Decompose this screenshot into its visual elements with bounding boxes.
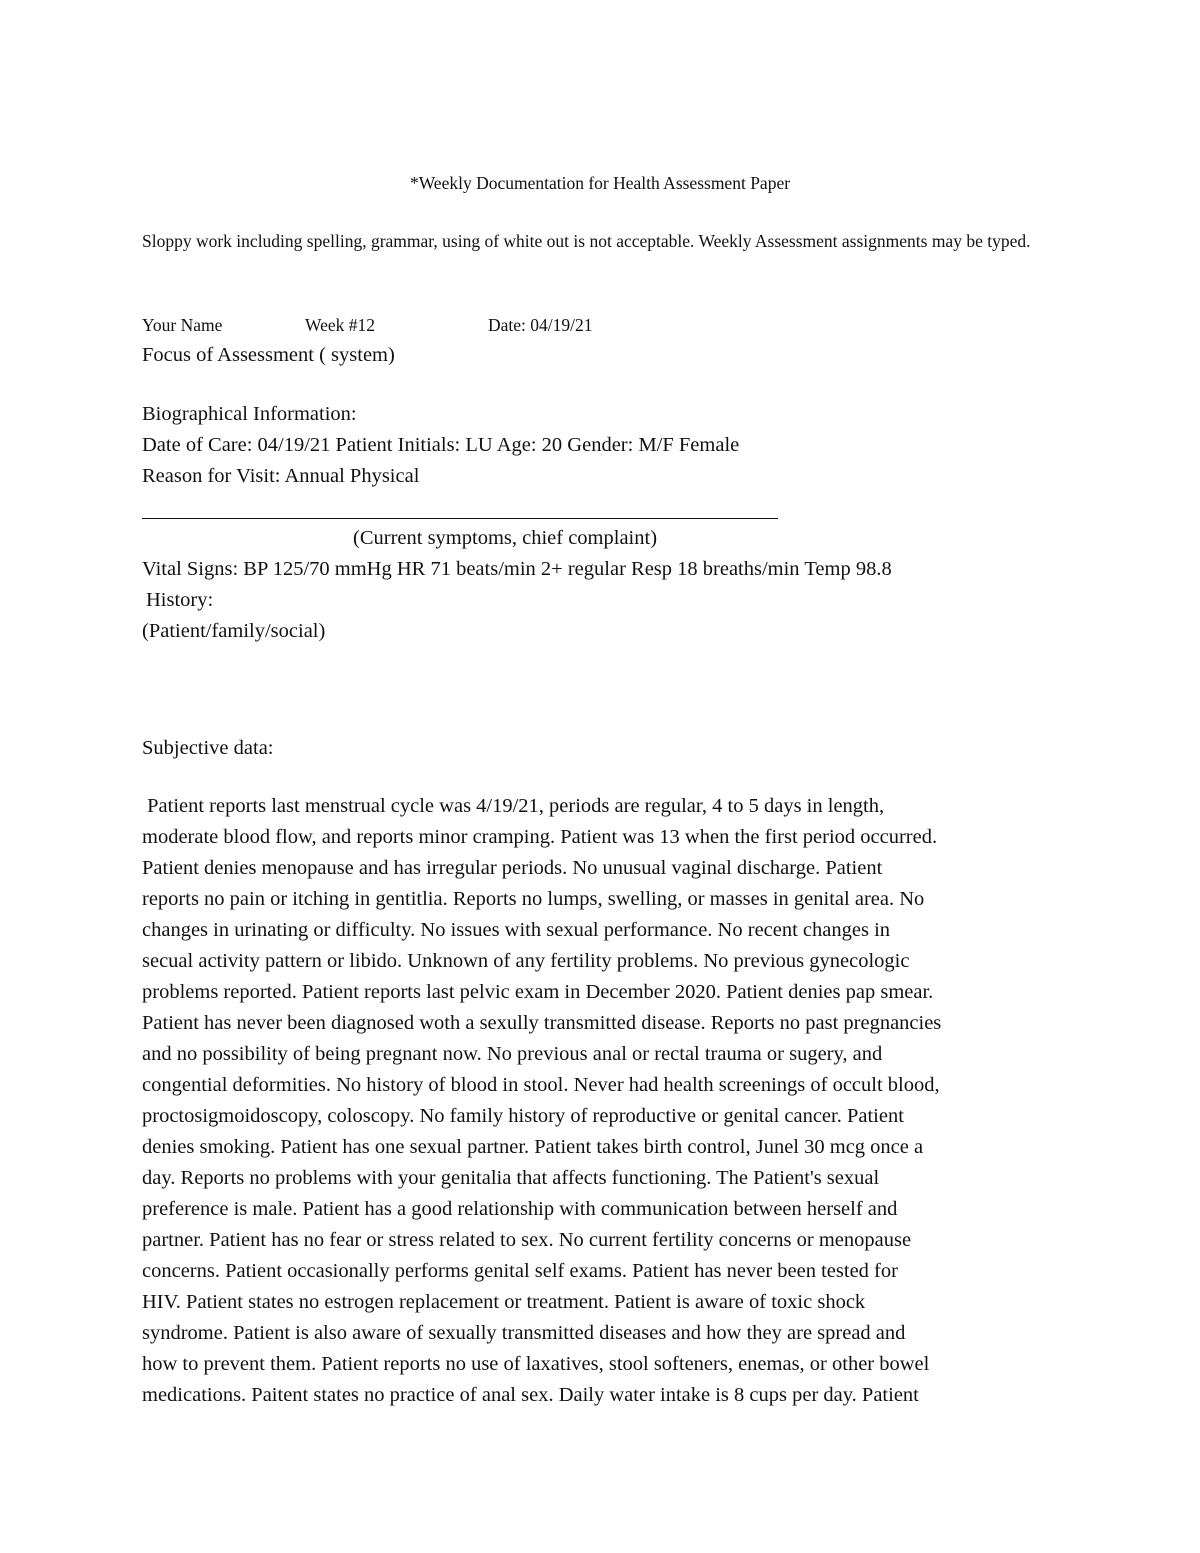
subjective-line: day. Reports no problems with your genitalia that affects functioning. The Patient's sexual — [142, 1167, 880, 1189]
focus-of-assessment: Focus of Assessment ( system) — [142, 344, 395, 366]
symptoms-caption: (Current symptoms, chief complaint) — [353, 527, 658, 549]
subjective-data-heading: Subjective data: — [142, 737, 274, 759]
date-label: Date: 04/19/21 — [488, 315, 593, 335]
subjective-line: concerns. Patient occasionally performs genital self exams. Patient has never been tested for — [142, 1260, 898, 1282]
subjective-line: Patient reports last menstrual cycle was 4/19/21, periods are regular, 4 to 5 days in length, — [142, 795, 885, 817]
subjective-line: proctosigmoidoscopy, coloscopy. No family history of reproductive or genital cancer. Patient — [142, 1105, 904, 1127]
subjective-line: HIV. Patient states no estrogen replacement or treatment. Patient is aware of toxic shock — [142, 1291, 866, 1313]
subjective-line: denies smoking. Patient has one sexual partner. Patient takes birth control, Junel 30 mcg once a — [142, 1136, 924, 1158]
reason-for-visit-line: Reason for Visit: Annual Physical — [142, 465, 420, 487]
subjective-line: changes in urinating or difficulty. No issues with sexual performance. No recent changes in — [142, 919, 891, 941]
subjective-data-body — [142, 791, 1077, 1411]
history-heading: History: — [146, 589, 214, 611]
subjective-line: how to prevent them. Patient reports no use of laxatives, stool softeners, enemas, or other bowel — [142, 1353, 930, 1375]
subjective-line: medications. Paitent states no practice of anal sex. Daily water intake is 8 cups per day. Patient — [142, 1384, 919, 1406]
subjective-line: partner. Patient has no fear or stress related to sex. No current fertility concerns or menopause — [142, 1229, 912, 1251]
subjective-line: reports no pain or itching in gentitlia. Reports no lumps, swelling, or masses in genital area. No — [142, 888, 925, 910]
name-label: Your Name — [142, 315, 223, 335]
subjective-line: and no possibility of being pregnant now. No previous anal or rectal trauma or sugery, and — [142, 1043, 883, 1065]
chief-complaint-blank-line — [142, 518, 778, 519]
date-of-care-line: Date of Care: 04/19/21 Patient Initials: LU Age: 20 Gender: M/F Female — [142, 434, 740, 456]
subjective-line: problems reported. Patient reports last pelvic exam in December 2020. Patient denies pap smear. — [142, 981, 934, 1003]
vital-signs-line: Vital Signs: BP 125/70 mmHg HR 71 beats/min 2+ regular Resp 18 breaths/min Temp 98.8 — [142, 558, 892, 580]
subjective-line: congential deformities. No history of blood in stool. Never had health screenings of occult blood, — [142, 1074, 940, 1096]
history-subheading: (Patient/family/social) — [142, 620, 326, 642]
week-label: Week #12 — [305, 315, 376, 335]
subjective-line: moderate blood flow, and reports minor cramping. Patient was 13 when the first period occurred. — [142, 826, 938, 848]
document-title: *Weekly Documentation for Health Assessment Paper — [409, 173, 791, 193]
subjective-line: syndrome. Patient is also aware of sexually transmitted diseases and how they are spread and — [142, 1322, 906, 1344]
instructions-text: Sloppy work including spelling, grammar, using of white out is not acceptable. Weekly Assessment assignments may be typed. — [142, 231, 1031, 251]
biographical-heading: Biographical Information: — [142, 403, 357, 425]
subjective-line: preference is male. Patient has a good relationship with communication between herself and — [142, 1198, 898, 1220]
subjective-line: secual activity pattern or libido. Unknown of any fertility problems. No previous gynecologic — [142, 950, 910, 972]
subjective-line: Patient has never been diagnosed woth a sexully transmitted disease. Reports no past pregnancies — [142, 1012, 942, 1034]
subjective-line: Patient denies menopause and has irregular periods. No unusual vaginal discharge. Patient — [142, 857, 883, 879]
